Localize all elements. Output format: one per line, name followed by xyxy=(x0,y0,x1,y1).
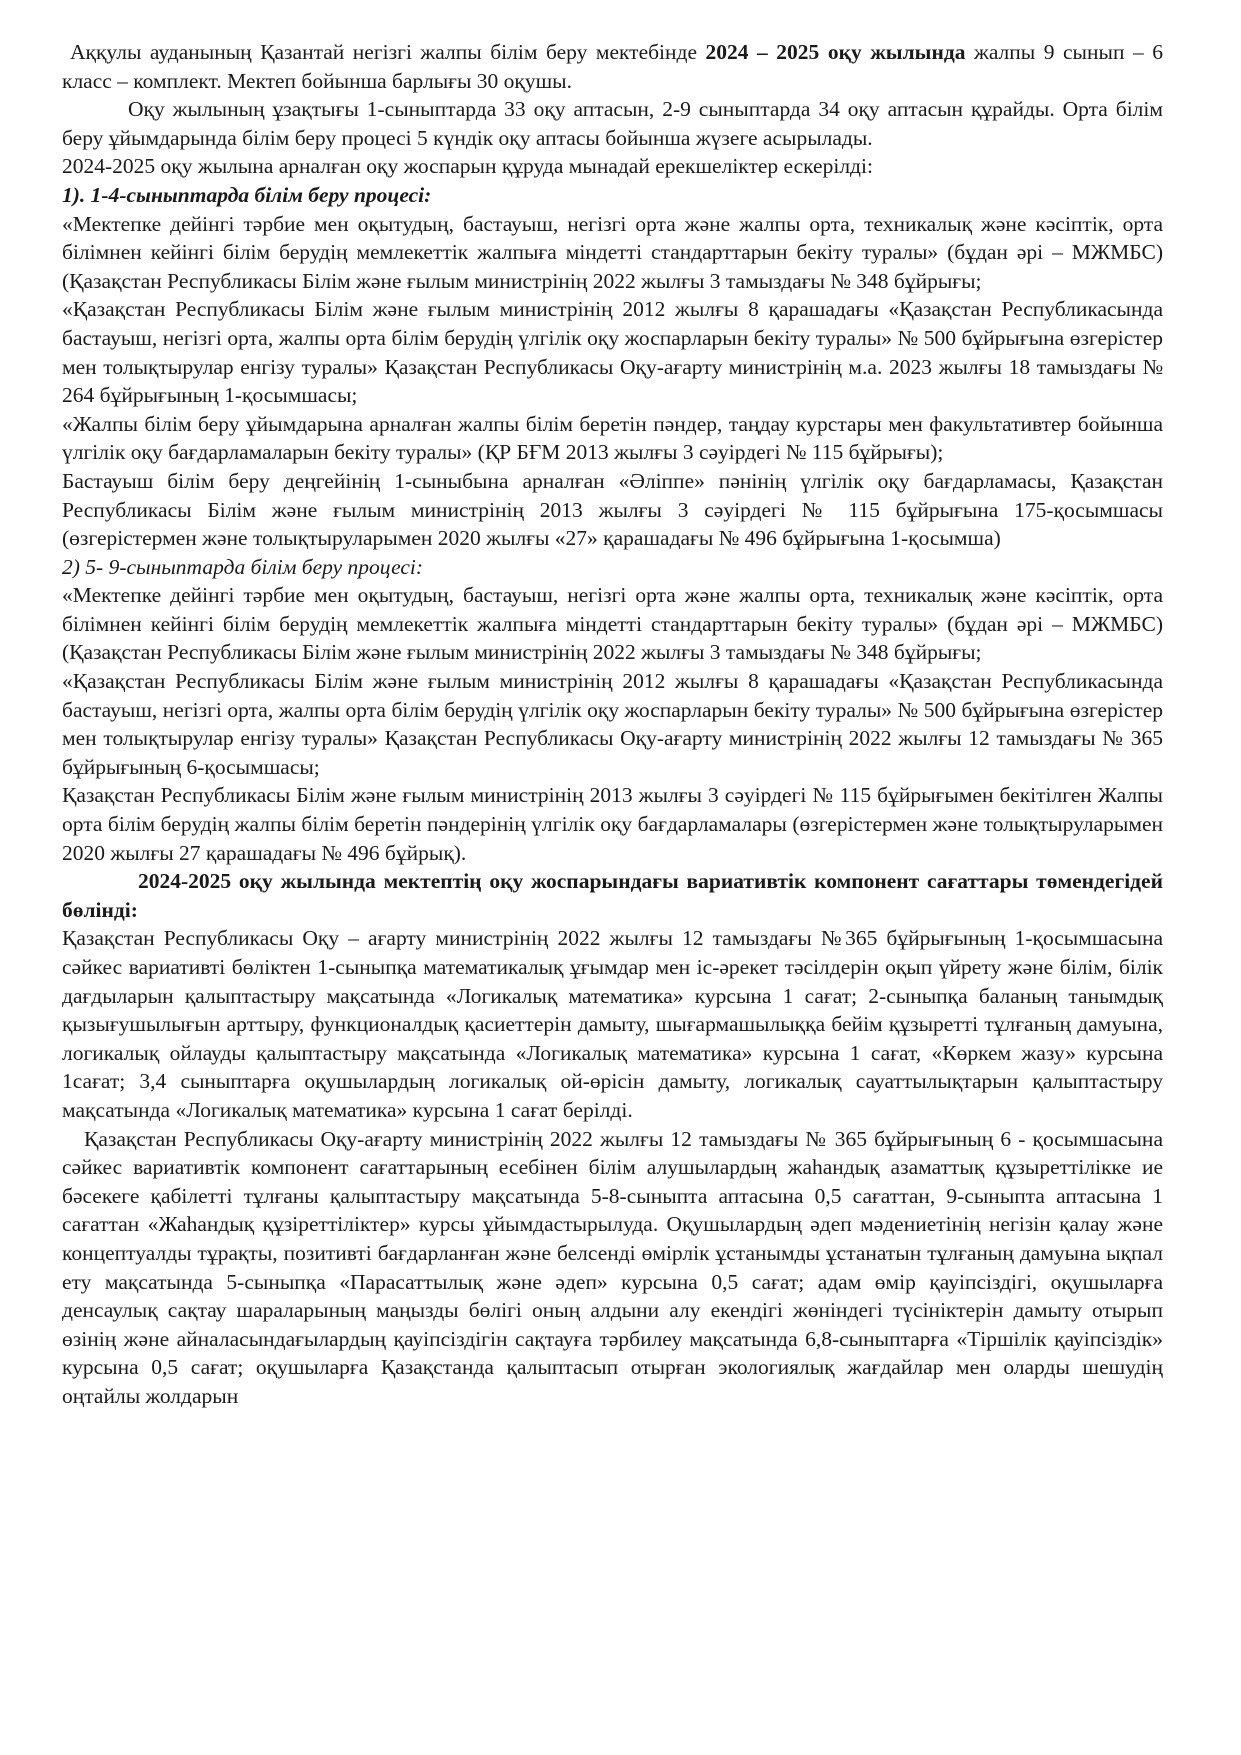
variative-paragraph-2: Қазақстан Республикасы Оқу-ағарту министрінің 2022 жылғы 12 тамыздағы № 365 бұйрығының 6 - қосымшасына сәйкес вариативтік компонент сағаттарының есебінен білім алушылардың жаһандық азаматтық құзыреттілікке ие бәсекеге қабілетті тұлғаны қалыптастыру мақсатында 5-8-сыныпта аптасына 0,5 сағаттан, 9-сыныпта аптасына 1 сағаттан «Жаһандық құзіреттіліктер» курсы ұйымдастырылуда. Оқушылардың әдеп мәдениетінің негізін қалау және концептуалды тұрақты, позитивті бағдарланған және белсенді өмірлік ұстанымды ұстанатын тұлғаның дамуына ықпал ету мақсатында 5-сыныпқа «Парасаттылық және әдеп» курсына 0,5 сағат; адам өмір қауіпсіздігі, оқушыларға денсаулық сақтау шараларының маңызды бөлігі оның алдыни алу екендігі жөніндегі түсініктерін дамыту отырып өзінің және айналасындағылардың қауіпсіздігін сақтауға тәрбилеу мақсатында 6,8-сыныптарға «Тіршілік қауіпсіздік» курсына 0,5 сағат; оқушыларға Қазақстанда қалыптасып отырған экологиялық жағдайлар мен оларды шешудің оңтайлы жолдарын xyxy=(62,1126,1163,1408)
section2-item: «Қазақстан Республикасы Білім және ғылым министрінің 2012 жылғы 8 қарашадағы «Қазақстан Республикасында бастауыш, негізгі орта, жалпы орта білім берудің үлгілік оқу жоспарларын бекіту туралы» № 500 бұйрығына өзгерістер мен толықтырулар енгізу туралы» Қазақстан Республикасы Оқу-ағарту министрінің 2022 жылғы 12 тамыздағы № 365 бұйрығының 6-қосымшасы; xyxy=(62,669,1163,779)
features-paragraph: 2024-2025 оқу жылына арналған оқу жоспарын құруда мынадай ерекшеліктер ескерілді: xyxy=(62,154,873,179)
intro-text-2: жалпы 9 сынып – 6 класс – комплект. Мектеп бойынша барлығы 30 оқушы. xyxy=(62,40,1163,93)
section2-heading: 2) 5- 9-сыныптарда білім беру процесі: xyxy=(62,554,424,579)
section2-item: «Мектепке дейінгі тәрбие мен оқытудың, бастауыш, негізгі орта және жалпы орта, техникалық және кәсіптік, орта білімнен кейінгі білім берудің мемлекеттік жалпыға міндетті стандарттарын бекіту туралы» (бұдан әрі – МЖМБС) (Қазақстан Республикасы Білім және ғылым министрінің 2022 жылғы 3 тамыздағы № 348 бұйрығы; xyxy=(62,583,1163,665)
variative-heading: 2024-2025 оқу жылында мектептің оқу жоспарындағы вариативтік компонент сағаттары төмендегідей бөлінді: xyxy=(62,869,1163,922)
section1-heading: 1). 1-4-сыныптарда білім беру процесі: xyxy=(62,182,432,207)
section1-item: «Жалпы білім беру ұйымдарына арналған жалпы білім беретін пәндер, таңдау курстары мен факультативтер бойынша үлгілік оқу бағдарламаларын бекіту туралы» (ҚР БҒМ 2013 жылғы 3 сәуірдегі № 115 бұйрығы); xyxy=(62,411,1163,465)
duration-paragraph: Оқу жылының ұзақтығы 1-сыныптарда 33 оқу аптасын, 2-9 сыныптарда 34 оқу аптасын құрайды. Орта білім беру ұйымдарында білім беру процесі 5 күндік оқу аптасы бойынша жүзеге асырылады. xyxy=(62,97,1163,150)
intro-paragraph xyxy=(62,38,1163,95)
section2-item: Қазақстан Республикасы Білім және ғылым министрінің 2013 жылғы 3 сәуірдегі № 115 бұйрығымен бекітілген Жалпы орта білім берудің жалпы білім беретін пәндерінің үлгілік оқу бағдарламалары (өзгерістермен және толықтыруларымен 2020 жылғы 27 қарашадағы № 496 бұйрық). xyxy=(62,783,1163,865)
intro-year-bold: 2024 – 2025 оқу жылында xyxy=(705,40,966,64)
variative-paragraph-1: Қазақстан Республикасы Оқу – ағарту министрінің 2022 жылғы 12 тамыздағы №365 бұйрығының 1-қосымшасына сәйкес вариативті бөліктен 1-сыныпқа математикалық ұғымдар мен іс-әрекет тәсілдерін оқып үйрету және білім, білік дағдыларын қалыптастыру мақсатында «Логикалық математика» курсына 1 сағат; 2-сыныпқа баланың танымдық қызығушылығын арттыру, функционалдық қасиеттерін дамыту, шығармашылыққа бейім құзыретті тұлғаның дамуына, логикалық ойлауды қалыптастыру мақсатында «Логикалық математика» курсына 1 сағат, «Көркем жазу» курсына 1сағат; 3,4 сыныптарға оқушылардың логикалық ой-өрісін дамыту, логикалық сауаттылықтарын қалыптастыру мақсатында «Логикалық математика» курсына 1 сағат берілді. xyxy=(62,926,1163,1122)
section1-item: «Мектепке дейінгі тәрбие мен оқытудың, бастауыш, негізгі орта және жалпы орта, техникалық және кәсіптік, орта білімнен кейінгі білім берудің мемлекеттік жалпыға міндетті стандарттарын бекіту туралы» (бұдан әрі – МЖМБС) (Қазақстан Республикасы Білім және ғылым министрінің 2022 жылғы 3 тамыздағы № 348 бұйрығы; xyxy=(62,211,1163,293)
section1-item: Бастауыш білім беру деңгейінің 1-сыныбына арналған «Әліппе» пәнінің үлгілік оқу бағдарламасы, Қазақстан Республикасы Білім және ғылым министрінің 2013 жылғы 3 сәуірдегі № 115 бұйрығына 175-қосымшасы (өзгерістермен және толықтыруларымен 2020 жылғы «27» қарашадағы № 496 бұйрығына 1-қосымша) xyxy=(62,468,1163,551)
section1-item: «Қазақстан Республикасы Білім және ғылым министрінің 2012 жылғы 8 қарашадағы «Қазақстан Республикасында бастауыш, негізгі орта, жалпы орта білім берудің үлгілік оқу жоспарларын бекіту туралы» № 500 бұйрығына өзгерістер мен толықтырулар енгізу туралы» Қазақстан Республикасы Оқу-ағарту министрінің м.а. 2023 жылғы 18 тамыздағы № 264 бұйрығының 1-қосымшасы; xyxy=(62,297,1163,408)
intro-text-1: Аққулы ауданының Қазантай негізгі жалпы білім беру мектебінде xyxy=(70,40,706,64)
